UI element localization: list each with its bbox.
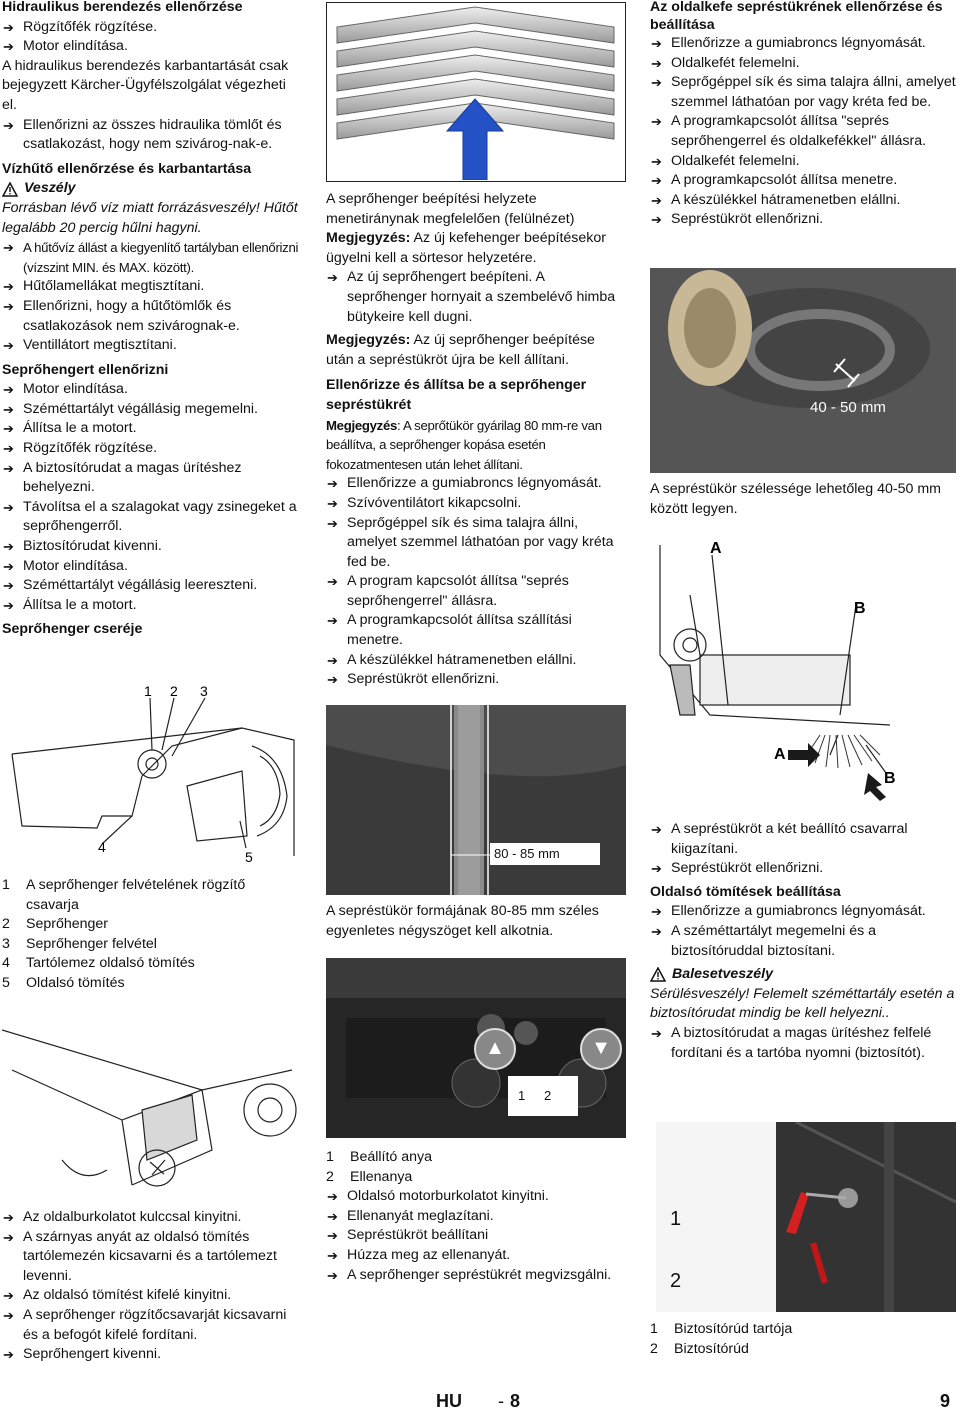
side-brush-ab-figure xyxy=(650,535,956,815)
list-item: ➔ Sepréstükröt ellenőrizni. xyxy=(650,859,956,879)
arrow-icon: ➔ xyxy=(3,558,14,574)
photo-caption-block xyxy=(326,902,626,941)
note-3: Megjegyzés: A seprőtükör gyárilag 80 mm-re van beállítva, a seprőhenger kopása esetén fokozatmentesen után lehet állítani. xyxy=(326,417,602,472)
heading-brush-replace: Seprőhenger cseréje xyxy=(2,621,143,638)
list-item: ➔ A programkapcsolót állítsa "seprés seprőhengerrel és oldalkefékkel" állásra. xyxy=(651,113,927,149)
arrow-icon: ➔ xyxy=(3,338,14,354)
legend-middle xyxy=(326,1148,626,1285)
arrow-icon: ➔ xyxy=(327,1228,338,1244)
page-number: 9 xyxy=(940,1391,951,1411)
list-item: ➔ Ellenőrizze a gumiabroncs légnyomását. xyxy=(650,902,956,922)
figure-label: A xyxy=(710,540,722,557)
list-item: ➔ A seprőhenger rögzítőcsavarját kicsavarni és a befogót kifelé fordítani. xyxy=(3,1306,287,1343)
danger-warning xyxy=(2,179,302,199)
arrow-icon: ➔ xyxy=(327,270,338,286)
final-steps-block xyxy=(2,1208,302,1365)
arrow-icon: ➔ xyxy=(3,460,14,476)
measurement-label: 80 - 85 mm xyxy=(494,846,560,861)
list-item: ➔ A készülékkel hátramenetben elállni. xyxy=(326,651,626,671)
arrow-icon: ➔ xyxy=(327,476,338,492)
danger-label: Balesetveszély xyxy=(672,966,773,983)
warning-icon xyxy=(650,967,666,982)
legend-item: 2 Biztosítórúd xyxy=(650,1340,749,1357)
side-brush-drawing xyxy=(650,535,956,815)
side-brush-pattern-photo xyxy=(650,268,956,473)
brush-pattern-photo xyxy=(326,705,626,895)
list-item: ➔ A programkapcsolót állítsa szállítási menetre. xyxy=(327,612,572,649)
arrow-icon: ➔ xyxy=(327,574,338,590)
figure-label: 5 xyxy=(245,849,253,865)
list-item: ➔ Állítsa le a motort. xyxy=(2,596,302,616)
list-item: ➔ A hűtővíz állást a kiegyenlítő tartályban ellenőrizni (vízszint MIN. és MAX. között). xyxy=(3,240,299,275)
seal-steps xyxy=(650,902,956,961)
list-item: ➔ Oldalkefét felemelni. xyxy=(650,152,956,172)
list-item: ➔ Széméttartályt végállásig leereszteni. xyxy=(2,576,302,596)
list-item: ➔ Az oldalsó tömítést kifelé kinyitni. xyxy=(2,1286,302,1306)
legend-item: 3 Seprőhenger felvétel xyxy=(2,935,157,952)
list-item: ➔ A készülékkel hátramenetben elállni. xyxy=(650,191,956,211)
heading-hydraulic: Hidraulikus berendezés ellenőrzése xyxy=(2,0,243,15)
note-2: Megjegyzés: Az új seprőhenger beépítése után a sepréstükröt újra be kell állítani. xyxy=(326,332,595,368)
cooler-steps xyxy=(2,238,302,356)
legend-left xyxy=(2,876,302,994)
figure-label: 1 xyxy=(518,1088,526,1103)
photo-caption: A sepréstükör szélessége lehetőleg 40-50 mm között legyen. xyxy=(650,481,942,517)
brush-steps xyxy=(2,380,302,615)
arrow-icon: ➔ xyxy=(651,923,662,939)
list-item: ➔ A programkapcsolót állítsa menetre. xyxy=(650,171,956,191)
list-item: ➔ Távolítsa el a szalagokat vagy zsinegeket a seprőhengerről. xyxy=(3,498,297,535)
figure-label: B xyxy=(854,600,866,617)
legend-item: 1 Biztosítórúd tartója xyxy=(650,1321,793,1337)
arrow-icon: ➔ xyxy=(3,499,14,515)
ab-steps xyxy=(650,820,956,879)
legend-item: 4 Tartólemez oldalsó tömítés xyxy=(2,955,195,972)
list-item: ➔ Ellenőrizni az összes hidraulika tömlőt és csatlakozást, hogy nem szivárog-nak-e. xyxy=(3,116,282,153)
install-caption: A seprőhenger beépítési helyzete menetiránynak megfelelően (felülnézet) xyxy=(326,191,575,227)
list-item: ➔ Sepréstükröt beállítani xyxy=(326,1226,626,1246)
list-item: ➔ Húzza meg az ellenanyát. xyxy=(326,1246,626,1266)
footer-page-ref: 8 xyxy=(510,1391,521,1411)
check-steps xyxy=(326,474,626,690)
list-item: ➔ Seprőhengert kivenni. xyxy=(2,1345,302,1365)
arrow-icon: ➔ xyxy=(651,36,662,51)
arrow-icon: ➔ xyxy=(3,539,14,555)
arrow-icon: ➔ xyxy=(651,55,662,71)
hydraulic-steps-2 xyxy=(2,116,302,155)
list-item: ➔ A széméttartályt megemelni és a biztosítóruddal biztosítani. xyxy=(651,922,877,959)
arrow-icon: ➔ xyxy=(3,421,14,437)
arrow-icon: ➔ xyxy=(651,173,662,189)
figure-label: A xyxy=(774,746,786,763)
arrow-icon: ➔ xyxy=(3,441,14,457)
accident-warning xyxy=(650,965,956,985)
side-brush-floor-image xyxy=(650,268,956,473)
list-item: ➔ A szárnyas anyát az oldalsó tömítés tartólemezén kicsavarni és a tartólemezt levenni. xyxy=(3,1228,277,1284)
adjust-steps xyxy=(326,1187,626,1285)
list-item: ➔ Motor elindítása. xyxy=(2,557,302,577)
legend-right xyxy=(650,1320,956,1359)
chevron-brush-figure xyxy=(326,2,626,182)
list-item: ➔ A biztosítórudat a magas ürítéshez felfelé fordítani és a tartóba nyomni (biztosítót). xyxy=(651,1024,932,1061)
side-brush-steps xyxy=(650,34,956,230)
list-item: ➔ Biztosítórudat kivenni. xyxy=(2,537,302,557)
arrow-icon: ➔ xyxy=(327,1267,338,1283)
list-item: ➔ A sepréstükröt a két beállító csavarral kiigazítani. xyxy=(651,821,908,857)
danger-text: Forrásban lévő víz miatt forrázásveszély! Hűtőt legalább 20 percig hűlni hagyni. xyxy=(2,199,298,236)
arrow-icon: ➔ xyxy=(651,212,662,228)
list-item: ➔ Ellenőrizze a gumiabroncs légnyomását. xyxy=(326,474,626,494)
adjusting-nut-photo xyxy=(326,958,626,1138)
arrow-icon: ➔ xyxy=(3,1288,14,1304)
hydraulic-text: A hidraulikus berendezés karbantartását csak bejegyzett Kärcher-Ügyfélszolgálat végezheti el. xyxy=(2,57,289,113)
list-item: ➔ Motor elindítása. xyxy=(2,37,302,57)
install-steps xyxy=(326,268,626,327)
floor-pattern-image xyxy=(326,705,626,895)
arrow-icon: ➔ xyxy=(327,1247,338,1263)
column-left xyxy=(2,0,302,640)
list-item: ➔ Seprőgéppel sík és sima talajra állni, amelyet szemmel láthatóan por vagy kréta fed be. xyxy=(327,514,614,570)
legend-item: 2 Seprőhenger xyxy=(2,916,109,933)
heading-cooler: Vízhűtő ellenőrzése és karbantartása xyxy=(2,160,252,177)
arrow-icon: ➔ xyxy=(3,597,14,613)
list-item: ➔ A program kapcsolót állítsa "seprés seprőhengerrel" állásra. xyxy=(327,573,569,609)
figure-label: B xyxy=(884,770,896,787)
list-item: ➔ Széméttartályt végállásig megemelni. xyxy=(2,400,302,420)
brush-orientation-diagram xyxy=(327,3,624,180)
list-item: ➔ Az oldalburkolatot kulccsal kinyitni. xyxy=(2,1208,302,1228)
column-right xyxy=(650,0,956,230)
list-item: ➔ Az új seprőhengert beépíteni. A seprőhenger hornyait a szembelévő himba bütykeire kell dugni. xyxy=(327,269,616,325)
list-item: ➔ Oldalkefét felemelni. xyxy=(650,54,956,74)
arrow-icon: ➔ xyxy=(327,515,338,531)
arrow-icon: ➔ xyxy=(651,75,662,91)
arrow-up-icon: ▲ xyxy=(474,1028,516,1070)
arrow-icon: ➔ xyxy=(3,382,14,398)
hydraulic-steps xyxy=(2,18,302,57)
arrow-icon: ➔ xyxy=(3,279,14,295)
legend-item: 5 Oldalsó tömítés xyxy=(2,974,125,991)
arrow-icon: ➔ xyxy=(651,861,662,877)
arrow-icon: ➔ xyxy=(3,19,14,35)
figure-label: 2 xyxy=(544,1088,552,1103)
arrow-icon: ➔ xyxy=(327,652,338,668)
list-item: ➔ A seprőhenger sepréstükrét megvizsgálni. xyxy=(326,1266,626,1286)
danger-steps xyxy=(650,1024,956,1063)
safety-rod-photo xyxy=(656,1122,956,1312)
arrow-icon: ➔ xyxy=(3,298,14,314)
list-item: ➔ Rögzítőfék rögzítése. xyxy=(2,18,302,38)
figure-label: 4 xyxy=(98,839,106,855)
side-seal-drawing xyxy=(2,1010,302,1200)
arrow-icon: ➔ xyxy=(651,114,662,130)
footer-lang: HU xyxy=(436,1391,462,1411)
list-item: ➔ Szívóventilátort kikapcsolni. xyxy=(326,494,626,514)
list-item: ➔ Ellenőrizze a gumiabroncs légnyomását. xyxy=(650,34,956,54)
arrow-icon: ➔ xyxy=(3,1210,14,1225)
list-item: ➔ Seprőgéppel sík és sima talajra állni, amelyet szemmel láthatóan por vagy kréta fed be. xyxy=(651,74,956,110)
arrow-icon: ➔ xyxy=(327,495,338,511)
legend-item: 2 Ellenanya xyxy=(326,1168,413,1185)
arrow-icon: ➔ xyxy=(3,1347,14,1363)
warning-icon xyxy=(2,182,18,197)
list-item: ➔ Rögzítőfék rögzítése. xyxy=(2,439,302,459)
arrow-icon: ➔ xyxy=(651,192,662,208)
list-item: ➔ Állítsa le a motort. xyxy=(2,419,302,439)
list-item: ➔ Sepréstükröt ellenőrizni. xyxy=(650,210,956,230)
danger-text: Sérülésveszély! Felemelt széméttartály esetén a biztosítórudat mindig be kell helyezni.. xyxy=(650,985,955,1022)
arrow-icon: ➔ xyxy=(327,1189,338,1205)
list-item: ➔ Hűtőlamellákat megtisztítani. xyxy=(2,277,302,297)
list-item: ➔ Ventillátort megtisztítani. xyxy=(2,336,302,356)
list-item: ➔ Ellenőrizni, hogy a hűtőtömlők és csatlakozások nem szivárognak-e. xyxy=(3,297,240,334)
col3-lower-block xyxy=(650,820,956,1063)
list-item: ➔ Motor elindítása. xyxy=(2,380,302,400)
arrow-icon: ➔ xyxy=(651,1025,662,1041)
heading-side-seal: Oldalsó tömítések beállítása xyxy=(650,883,841,900)
figure-label: 3 xyxy=(200,683,208,699)
arrow-icon: ➔ xyxy=(3,117,14,133)
brush-assembly-drawing xyxy=(2,676,302,866)
column-middle xyxy=(326,190,626,690)
figure-label: 2 xyxy=(670,1270,682,1292)
arrow-icon: ➔ xyxy=(327,1208,338,1224)
arrow-icon: ➔ xyxy=(3,240,14,256)
arrow-icon: ➔ xyxy=(327,613,338,629)
legend-item: 1 A seprőhenger felvételének rögzítő csavarja xyxy=(2,877,246,913)
arrow-icon: ➔ xyxy=(3,1307,14,1323)
figure-label: 1 xyxy=(670,1208,682,1230)
arrow-icon: ➔ xyxy=(3,401,14,417)
arrow-icon: ➔ xyxy=(651,153,662,169)
figure-label: 2 xyxy=(170,683,178,699)
arrow-icon: ➔ xyxy=(651,822,662,837)
heading-brush-check: Seprőhengert ellenőrizni xyxy=(2,361,169,378)
arrow-icon: ➔ xyxy=(327,672,338,688)
list-item: ➔ A biztosítórudat a magas ürítéshez behelyezni. xyxy=(3,459,242,496)
measurement-label: 40 - 50 mm xyxy=(810,399,886,416)
list-item: ➔ Ellenanyát meglazítani. xyxy=(326,1207,626,1227)
figure-label: 1 xyxy=(144,683,152,699)
list-item: ➔ Oldalsó motorburkolatot kinyitni. xyxy=(326,1187,626,1207)
arrow-icon: ➔ xyxy=(3,1229,14,1245)
photo-caption: A sepréstükör formájának 80-85 mm széles egyenletes négyszöget kell alkotnia. xyxy=(326,903,599,939)
side-seal-figure xyxy=(2,1010,302,1200)
legend-item: 1 Beállító anya xyxy=(326,1149,433,1165)
list-item: ➔ Sepréstükröt ellenőrizni. xyxy=(326,670,626,690)
footer-dash: - xyxy=(498,1391,504,1411)
heading-check-brush-pattern: Ellenőrizze és állítsa be a seprőhenger sepréstükrét xyxy=(326,377,587,413)
arrow-down-icon: ▼ xyxy=(580,1028,622,1070)
arrow-icon: ➔ xyxy=(3,578,14,594)
heading-side-brush: Az oldalkefe sepréstükrének ellenőrzése és beállítása xyxy=(650,0,943,33)
danger-label: Veszély xyxy=(24,180,76,197)
note-1: Megjegyzés: Az új kefehenger beépítésekor ügyelni kell a sörtesor helyzetére. xyxy=(326,230,606,266)
brush-replacement-figure xyxy=(2,676,302,866)
safety-rod-image xyxy=(656,1122,956,1312)
side-photo-caption-block xyxy=(650,480,950,519)
arrow-icon: ➔ xyxy=(3,39,14,55)
arrow-icon: ➔ xyxy=(651,904,662,920)
